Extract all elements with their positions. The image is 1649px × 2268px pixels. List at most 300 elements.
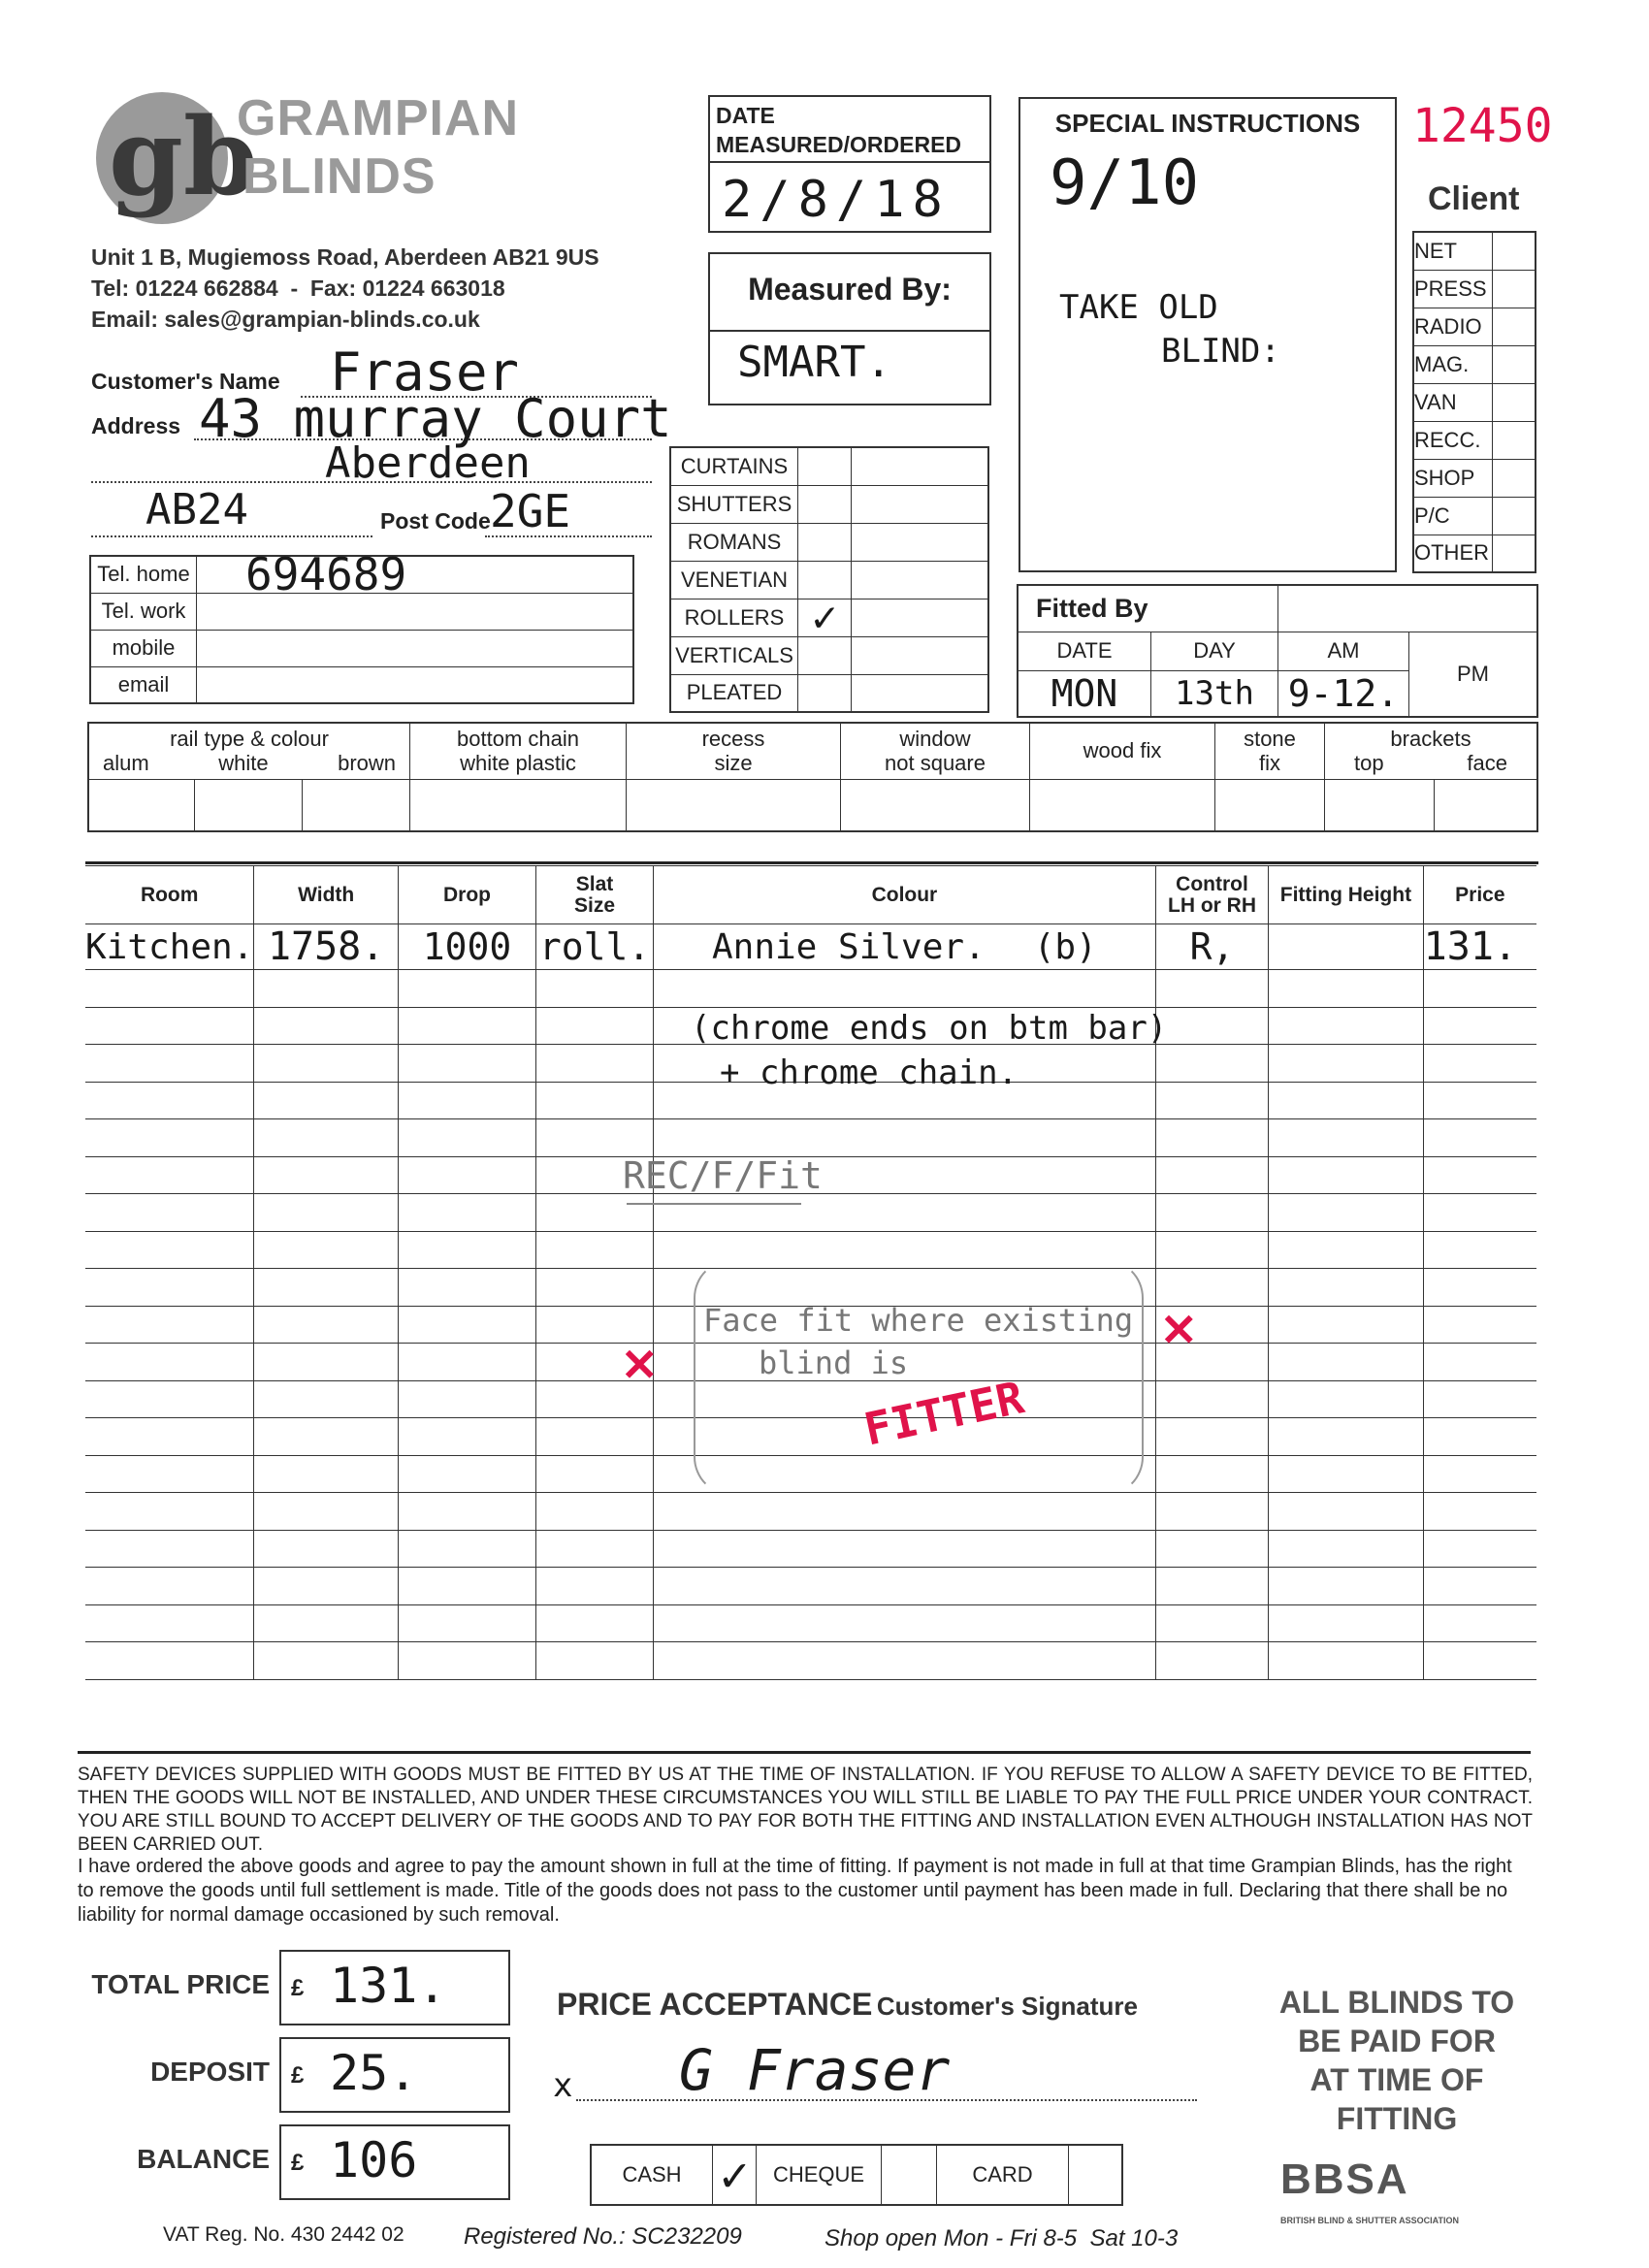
table-cell [1269, 1380, 1424, 1418]
pencil-underline [627, 1203, 801, 1205]
table-cell [85, 1604, 254, 1642]
row1-colour-mark: (b) [1033, 926, 1097, 967]
measured-by-divider [710, 330, 989, 332]
recess-size-cell[interactable] [627, 779, 841, 831]
balance-value: 106 [330, 2132, 418, 2188]
red-x-left-icon: ✕ [621, 1340, 659, 1390]
table-cell [536, 1045, 654, 1083]
table-cell [398, 1455, 535, 1493]
fit-day-label: DAY [1151, 632, 1278, 670]
table-cell [1423, 1418, 1536, 1456]
phone-table [89, 548, 634, 704]
table-cell [1269, 1231, 1424, 1269]
table-cell [1423, 1231, 1536, 1269]
bottom-chain-header [410, 723, 627, 779]
table-cell [536, 1119, 654, 1157]
agreement-terms: I have ordered the above goods and agree to pay the amount shown in full at the time of fitting. If payment is not made in full at that time Grampian Blinds, has the right to remove the goods until full settlement is made. Title of the goods does not pass to the customer until payment has been made in full. Declaring that there shall be no liability for normal damage occasioned by such removal. [78, 1856, 1512, 1926]
total-currency: £ [291, 1975, 305, 2001]
table-cell [398, 1642, 535, 1680]
table-cell [1423, 1082, 1536, 1119]
col-fitting: Fitting Height [1269, 866, 1424, 924]
wood-fix-cell[interactable] [1030, 779, 1215, 831]
source-shop: SHOP [1413, 459, 1493, 497]
payment-method-table [590, 2144, 1123, 2206]
table-cell [536, 1604, 654, 1642]
red-fitter-note: FITTER [859, 1371, 1028, 1456]
table-cell [85, 1380, 254, 1418]
bottom-chain-label-1: bottom chain [457, 727, 579, 752]
client-label: Client [1428, 180, 1520, 217]
row1-colour-text: Annie Silver. [711, 926, 986, 967]
table-cell [653, 1194, 1155, 1232]
table-cell [254, 1082, 399, 1119]
area-value: AB24 [146, 485, 248, 535]
table-cell [1423, 970, 1536, 1008]
card-option[interactable]: CARD [937, 2145, 1069, 2205]
table-cell [1269, 1455, 1424, 1493]
table-cell [1269, 1045, 1424, 1083]
row1-colour [653, 924, 1155, 970]
brackets-top-label: top [1354, 751, 1384, 776]
table-cell [254, 1530, 399, 1568]
table-cell [1269, 1493, 1424, 1531]
bbsa-logo: BBSA [1280, 2155, 1409, 2203]
table-cell [85, 1119, 254, 1157]
wood-fix-header: wood fix [1030, 723, 1215, 779]
mobile-label: mobile [90, 630, 197, 666]
table-cell [1269, 1604, 1424, 1642]
tel-home-label: Tel. home [90, 556, 197, 593]
balance-currency: £ [291, 2150, 305, 2176]
address-value-2: Aberdeen [325, 438, 531, 488]
source-van-check[interactable] [1493, 383, 1536, 421]
table-cell [1155, 1642, 1268, 1680]
table-cell [1155, 1380, 1268, 1418]
row1-slat: roll. [536, 924, 654, 970]
type-rollers: ROLLERS [670, 599, 798, 636]
table-row [85, 1194, 1536, 1232]
pencil-note-face-fit: Face fit where existing [703, 1302, 1134, 1339]
rail-type-label: rail type & colour [170, 727, 329, 752]
table-cell [1155, 1604, 1268, 1642]
source-press-check[interactable] [1493, 270, 1536, 308]
table-cell [254, 1642, 399, 1680]
brown-cell[interactable] [303, 779, 410, 831]
table-cell [1155, 970, 1268, 1008]
source-other: OTHER [1413, 535, 1493, 572]
brackets-sub-row [1325, 751, 1536, 775]
table-cell [254, 1604, 399, 1642]
company-phone: Tel: 01224 662884 - Fax: 01224 663018 [91, 275, 505, 301]
row1-width: 1758. [254, 924, 399, 970]
table-cell [254, 1269, 399, 1307]
table-cell [1423, 1642, 1536, 1680]
table-cell [398, 1604, 535, 1642]
table-cell [653, 1604, 1155, 1642]
table-cell [254, 1568, 399, 1605]
shop-hours: Shop open Mon - Fri 8-5 Sat 10-3 [824, 2225, 1179, 2252]
type-curtains: CURTAINS [670, 447, 798, 485]
table-cell [85, 1082, 254, 1119]
email-label: email [90, 666, 197, 703]
table-cell [398, 1194, 535, 1232]
table-cell [398, 1418, 535, 1456]
table-cell [1423, 1045, 1536, 1083]
card-check[interactable] [1069, 2145, 1123, 2205]
table-cell [254, 1344, 399, 1381]
table-cell [398, 1568, 535, 1605]
table-cell [85, 1045, 254, 1083]
notice-line-2: BE PAID FOR [1298, 2024, 1496, 2058]
window-label-2: not square [885, 751, 986, 776]
cheque-check-mark[interactable]: ✓ [713, 2145, 757, 2205]
source-other-check[interactable] [1493, 535, 1536, 572]
table-cell [1155, 1269, 1268, 1307]
table-cell [398, 1380, 535, 1418]
date-measured-box [708, 95, 991, 233]
logo-initials: gb [109, 94, 258, 219]
table-cell [85, 1194, 254, 1232]
balance-label: BALANCE [137, 2144, 270, 2174]
row1-control: R, [1155, 924, 1268, 970]
table-cell [1155, 1530, 1268, 1568]
table-cell [536, 1455, 654, 1493]
table-cell [254, 970, 399, 1008]
table-cell [254, 1418, 399, 1456]
total-price-label: TOTAL PRICE [91, 1969, 270, 1999]
table-cell [85, 1344, 254, 1381]
table-cell [653, 1530, 1155, 1568]
table-cell [1423, 1530, 1536, 1568]
order-table-bottom-rule [78, 1751, 1531, 1754]
company-address: Unit 1 B, Mugiemoss Road, Aberdeen AB21 9US [91, 244, 599, 270]
customer-name-value: Fraser [330, 341, 520, 403]
fitted-by-label: Fitted By [1018, 585, 1278, 632]
table-cell [1423, 1493, 1536, 1531]
source-shop-check[interactable] [1493, 459, 1536, 497]
table-cell [398, 1269, 535, 1307]
table-row [85, 970, 1536, 1008]
table-cell [254, 1045, 399, 1083]
order-number: 12450 [1412, 99, 1553, 153]
table-cell [1423, 1568, 1536, 1605]
table-cell [1155, 1455, 1268, 1493]
postcode-label: Post Code [380, 508, 491, 534]
table-cell [398, 970, 535, 1008]
table-cell [85, 1568, 254, 1605]
rail-type-header [88, 723, 410, 779]
table-cell [653, 1568, 1155, 1605]
order-table-top-rule [85, 861, 1538, 864]
table-cell [254, 1231, 399, 1269]
type-romans-check[interactable] [798, 523, 852, 561]
stone-label-1: stone [1244, 727, 1296, 752]
col-width: Width [254, 866, 399, 924]
red-x-right-icon: ✕ [1160, 1305, 1198, 1355]
bottom-chain-cell[interactable] [410, 779, 627, 831]
source-net-check[interactable] [1493, 232, 1536, 270]
table-cell [85, 1418, 254, 1456]
fit-date-label: DATE [1018, 632, 1151, 670]
table-cell [1155, 1568, 1268, 1605]
table-cell [1269, 1418, 1424, 1456]
registered-no: Registered No.: SC232209 [464, 2223, 742, 2250]
table-cell [536, 1082, 654, 1119]
table-cell [1423, 1156, 1536, 1194]
table-cell [1269, 1269, 1424, 1307]
table-row [85, 1604, 1536, 1642]
brackets-face-cell[interactable] [1435, 779, 1538, 831]
type-rollers-extra [852, 599, 989, 636]
table-cell [85, 1269, 254, 1307]
table-cell [1269, 1344, 1424, 1381]
price-acceptance-label [557, 1987, 1138, 2023]
table-cell [653, 970, 1155, 1008]
table-cell [536, 1568, 654, 1605]
col-control [1155, 866, 1268, 924]
cheque-extra [882, 2145, 937, 2205]
order-note-1: (chrome ends on btm bar) [691, 1009, 1168, 1048]
table-cell [1269, 1156, 1424, 1194]
table-cell [85, 1156, 254, 1194]
order-note-2: + chrome chain. [720, 1053, 1018, 1092]
table-cell [653, 1119, 1155, 1157]
source-pc: P/C [1413, 497, 1493, 535]
total-price-value: 131. [330, 1958, 447, 2014]
table-cell [653, 1642, 1155, 1680]
deposit-label: DEPOSIT [150, 2057, 270, 2087]
logo-mark [89, 85, 258, 231]
table-cell [398, 1231, 535, 1269]
options-table [87, 722, 1538, 832]
brackets-face-label: face [1467, 751, 1507, 776]
brackets-header [1325, 723, 1538, 779]
source-pc-check[interactable] [1493, 497, 1536, 535]
table-cell [1269, 1530, 1424, 1568]
vat-reg: VAT Reg. No. 430 2442 02 [163, 2223, 404, 2246]
table-cell [398, 1082, 535, 1119]
table-cell [254, 1007, 399, 1045]
recess-label-1: recess [701, 727, 765, 752]
window-square-cell[interactable] [841, 779, 1030, 831]
col-slat [536, 866, 654, 924]
row1-fitting [1269, 924, 1424, 970]
type-shutters-check[interactable] [798, 485, 852, 523]
table-cell [1155, 1231, 1268, 1269]
source-mag-check[interactable] [1493, 345, 1536, 383]
table-cell [398, 1156, 535, 1194]
table-cell [1269, 1007, 1424, 1045]
table-cell [1269, 1194, 1424, 1232]
postcode-value: 2GE [490, 485, 571, 537]
table-cell [1155, 1082, 1268, 1119]
date-label-divider [710, 161, 989, 163]
table-cell [398, 1344, 535, 1381]
pencil-note-blind: blind is [759, 1345, 909, 1381]
table-cell [536, 1269, 654, 1307]
special-instructions-box [1018, 97, 1397, 572]
type-pleated-check[interactable] [798, 674, 852, 712]
table-cell [1155, 1493, 1268, 1531]
table-cell [85, 1642, 254, 1680]
table-cell [1269, 1568, 1424, 1605]
source-mag: MAG. [1413, 345, 1493, 383]
recess-size-header [627, 723, 841, 779]
table-cell [254, 1119, 399, 1157]
window-label-1: window [899, 727, 971, 752]
type-shutters-extra [852, 485, 989, 523]
special-line-3: BLIND: [1161, 332, 1280, 371]
measured-by-value: SMART. [737, 338, 891, 387]
type-venetian: VENETIAN [670, 561, 798, 599]
alum-cell[interactable] [88, 779, 195, 831]
col-control-2: LH or RH [1168, 893, 1256, 917]
price-acceptance-bold: PRICE ACCEPTANCE [557, 1987, 873, 2022]
table-cell [398, 1493, 535, 1531]
type-verticals: VERTICALS [670, 636, 798, 674]
blind-type-table [669, 446, 989, 713]
deposit-value: 25. [330, 2045, 418, 2101]
special-line-1: 9/10 [1050, 147, 1200, 219]
table-cell [536, 1642, 654, 1680]
rail-brown-label: brown [338, 751, 396, 776]
company-logo [89, 85, 258, 231]
notice-line-1: ALL BLINDS TO [1278, 1985, 1515, 2020]
recess-label-2: size [714, 751, 753, 776]
table-cell [653, 1493, 1155, 1531]
table-cell [254, 1156, 399, 1194]
type-curtains-check[interactable] [798, 447, 852, 485]
col-drop: Drop [398, 866, 535, 924]
table-cell [1269, 1306, 1424, 1344]
date-label-1: DATE [716, 103, 775, 128]
signature-x-mark: x [553, 2066, 573, 2105]
brackets-top-cell[interactable] [1325, 779, 1435, 831]
type-curtains-extra [852, 447, 989, 485]
deposit-currency: £ [291, 2062, 305, 2089]
special-instructions-label: SPECIAL INSTRUCTIONS [1054, 109, 1361, 138]
mobile-value [197, 630, 634, 666]
table-cell [398, 1306, 535, 1344]
table-cell [1423, 1604, 1536, 1642]
rail-alum-label: alum [103, 751, 149, 776]
table-cell [85, 1306, 254, 1344]
col-colour: Colour [653, 866, 1155, 924]
table-cell [85, 1455, 254, 1493]
measured-by-box [708, 252, 991, 405]
measured-by-label: Measured By: [748, 272, 952, 307]
source-radio: RADIO [1413, 308, 1493, 345]
cash-option[interactable]: CASH [591, 2145, 713, 2205]
col-price: Price [1423, 866, 1536, 924]
type-rollers-check[interactable]: ✓ [798, 599, 852, 636]
table-cell [85, 1007, 254, 1045]
table-cell [1423, 1269, 1536, 1307]
table-row [85, 1493, 1536, 1531]
col-slat-1: Slat [575, 872, 614, 895]
stone-fix-header [1215, 723, 1325, 779]
row1-room: Kitchen. [85, 924, 254, 970]
table-cell [1155, 1194, 1268, 1232]
source-radio-check[interactable] [1493, 308, 1536, 345]
table-cell [536, 1493, 654, 1531]
cheque-option[interactable]: CHEQUE [757, 2145, 882, 2205]
table-cell [1423, 1306, 1536, 1344]
type-shutters: SHUTTERS [670, 485, 798, 523]
table-cell [536, 1306, 654, 1344]
source-recc-check[interactable] [1493, 421, 1536, 459]
table-cell [398, 1119, 535, 1157]
table-cell [1155, 1418, 1268, 1456]
table-cell [85, 1231, 254, 1269]
type-pleated-extra [852, 674, 989, 712]
table-cell [1269, 1642, 1424, 1680]
table-cell [1423, 1344, 1536, 1381]
rail-white-label: white [218, 751, 269, 776]
table-cell [85, 1530, 254, 1568]
table-cell [254, 1306, 399, 1344]
table-cell [1155, 1045, 1268, 1083]
table-cell [1423, 1380, 1536, 1418]
stone-fix-cell[interactable] [1215, 779, 1325, 831]
window-square-header [841, 723, 1030, 779]
company-name-1: GRAMPIAN [237, 90, 520, 146]
price-acceptance-rest: Customer's Signature [876, 1992, 1138, 2021]
table-row [85, 1642, 1536, 1680]
row1-price: 131. [1423, 924, 1536, 970]
customer-signature[interactable]: G Fraser [679, 2037, 951, 2103]
type-verticals-check[interactable] [798, 636, 852, 674]
type-romans: ROMANS [670, 523, 798, 561]
source-van: VAN [1413, 383, 1493, 421]
table-cell [536, 1194, 654, 1232]
tel-home-value: 694689 [197, 556, 634, 593]
fit-am-label: AM [1278, 632, 1409, 670]
rail-colour-row [89, 751, 409, 775]
table-cell [1423, 1119, 1536, 1157]
table-cell [254, 1455, 399, 1493]
table-cell [536, 970, 654, 1008]
table-row [85, 1530, 1536, 1568]
date-label-2: MEASURED/ORDERED [716, 132, 962, 157]
fitted-by-table [1017, 584, 1538, 718]
table-cell [536, 1530, 654, 1568]
col-control-1: Control [1176, 872, 1248, 895]
fit-am-value: 9-12. [1278, 670, 1409, 717]
fit-pm-label: PM [1409, 632, 1538, 717]
white-cell[interactable] [195, 779, 303, 831]
type-venetian-extra [852, 561, 989, 599]
table-row [85, 1568, 1536, 1605]
date-measured-value: 2/8/18 [722, 171, 951, 229]
address-label: Address [91, 413, 181, 438]
type-romans-extra [852, 523, 989, 561]
source-press: PRESS [1413, 270, 1493, 308]
col-room: Room [85, 866, 254, 924]
table-cell [1423, 1455, 1536, 1493]
email-value [197, 666, 634, 703]
tel-work-label: Tel. work [90, 593, 197, 630]
table-row [85, 1119, 1536, 1157]
balance-box [279, 2124, 510, 2200]
bbsa-tagline: BRITISH BLIND & SHUTTER ASSOCIATION [1280, 2216, 1459, 2225]
table-cell [254, 1493, 399, 1531]
fitted-by-value [1278, 585, 1538, 632]
table-cell [1423, 1007, 1536, 1045]
table-cell [536, 1418, 654, 1456]
table-cell [1423, 1194, 1536, 1232]
table-cell [398, 1530, 535, 1568]
